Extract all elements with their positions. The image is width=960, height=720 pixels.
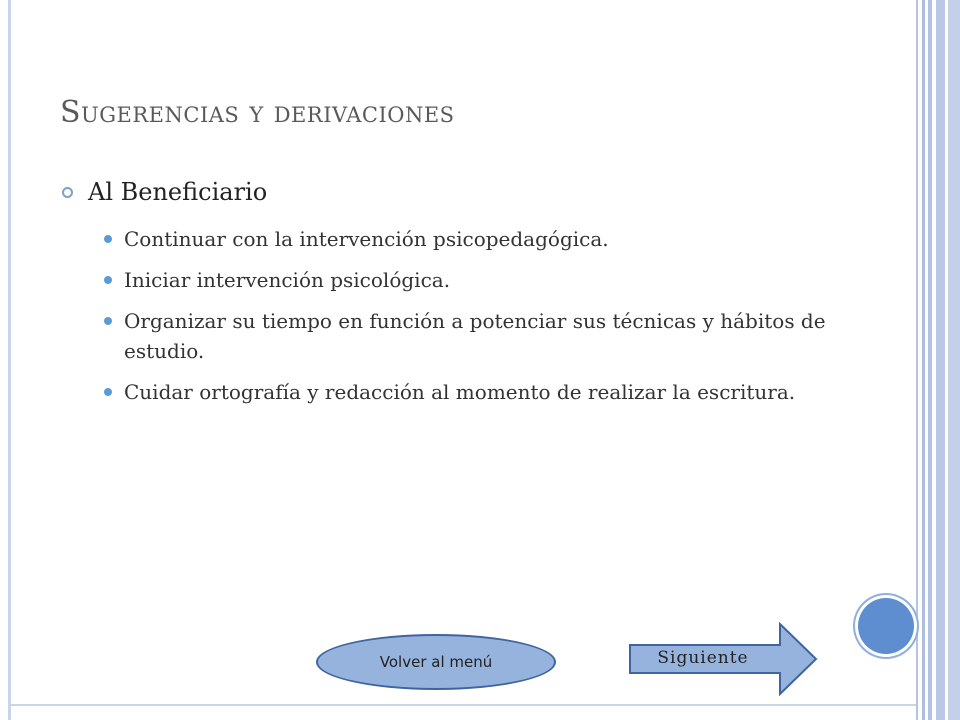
recommendation-list xyxy=(104,224,834,418)
ring-bullet-icon xyxy=(62,187,73,198)
stripe xyxy=(936,0,945,720)
slide-frame-bottom xyxy=(8,704,918,706)
stripe xyxy=(916,0,918,720)
back-to-menu-button[interactable] xyxy=(316,634,556,690)
list-item xyxy=(104,377,834,407)
stripe xyxy=(948,0,960,720)
section-heading-text: Al Beneficiario xyxy=(88,178,268,206)
slide-frame-left xyxy=(8,0,11,720)
bullet-dot-icon xyxy=(104,235,112,243)
next-label: Siguiente xyxy=(657,648,749,668)
list-item-text: Cuidar ortografía y redacción al momento de realizar la escritura. xyxy=(124,380,796,404)
list-item xyxy=(104,224,834,254)
back-to-menu-label: Volver al menú xyxy=(379,653,493,671)
stripe xyxy=(922,0,925,720)
list-item xyxy=(104,265,834,295)
list-item-text: Organizar su tiempo en función a potenciar sus técnicas y hábitos de estudio. xyxy=(124,309,826,363)
decorative-circle xyxy=(858,598,914,654)
bullet-dot-icon xyxy=(104,388,112,396)
list-item-text: Iniciar intervención psicológica. xyxy=(124,268,451,292)
stripe xyxy=(928,0,932,720)
section-heading xyxy=(62,178,882,214)
list-item-text: Continuar con la intervención psicopedagógica. xyxy=(124,227,609,251)
next-button[interactable] xyxy=(628,622,818,696)
bullet-dot-icon xyxy=(104,276,112,284)
decorative-stripes xyxy=(916,0,960,720)
list-item xyxy=(104,306,834,366)
bullet-dot-icon xyxy=(104,317,112,325)
slide-title: Sugerencias y derivaciones xyxy=(60,95,455,130)
